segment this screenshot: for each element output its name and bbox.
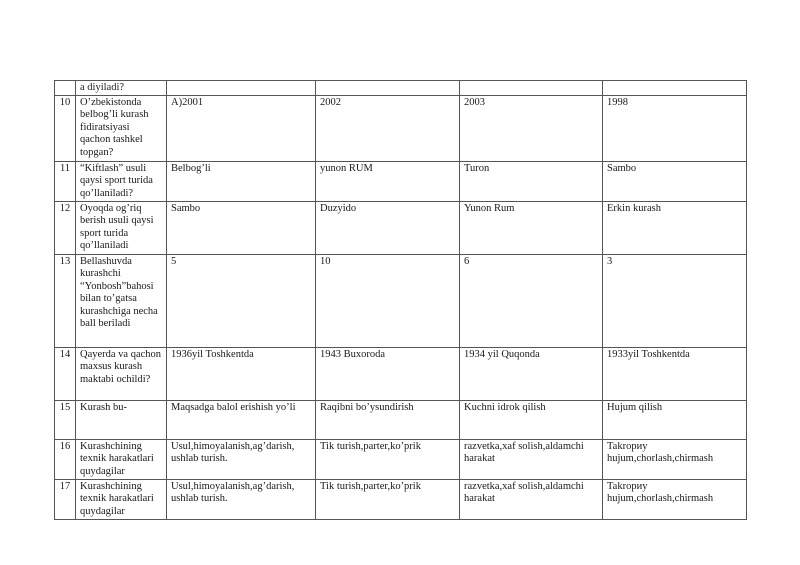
row-number: 10 bbox=[55, 95, 76, 161]
table-row bbox=[55, 95, 747, 161]
answer-b bbox=[316, 81, 460, 96]
row-number: 12 bbox=[55, 201, 76, 254]
answer-a: Usul,himoyalanish,ag’darish, ushlab turish. bbox=[167, 439, 316, 479]
answer-b: Duzyido bbox=[316, 201, 460, 254]
answer-d: Erkin kurash bbox=[603, 201, 747, 254]
answer-b: Raqibni bo’ysundirish bbox=[316, 400, 460, 439]
row-number: 16 bbox=[55, 439, 76, 479]
answer-a: Usul,himoyalanish,ag’darish, ushlab turish. bbox=[167, 479, 316, 519]
question-text: Oyoqda og’riq berish usuli qaysi sport turida qo’llaniladi bbox=[76, 201, 167, 254]
question-text: Kurashchining texnik harakatlari quydagilar bbox=[76, 439, 167, 479]
question-text: “Kiftlash” usuli qaysi sport turida qo’llaniladi? bbox=[76, 161, 167, 201]
row-number bbox=[55, 81, 76, 96]
answer-d: Takrориy hujum,chorlash,chirmash bbox=[603, 479, 747, 519]
answer-b: 1943 Buxoroda bbox=[316, 347, 460, 400]
table-row bbox=[55, 81, 747, 96]
row-number: 17 bbox=[55, 479, 76, 519]
answer-d bbox=[603, 81, 747, 96]
answer-d: 1933yil Toshkentda bbox=[603, 347, 747, 400]
answer-d: 1998 bbox=[603, 95, 747, 161]
answer-a: Maqsadga balol erishish yo’li bbox=[167, 400, 316, 439]
table-row bbox=[55, 254, 747, 347]
table-row bbox=[55, 479, 747, 519]
question-text: Kurash bu- bbox=[76, 400, 167, 439]
answer-b: 10 bbox=[316, 254, 460, 347]
question-text: Qayerda va qachon maxsus kurash maktabi ochildi? bbox=[76, 347, 167, 400]
answer-b: 2002 bbox=[316, 95, 460, 161]
table-row bbox=[55, 201, 747, 254]
table-row bbox=[55, 347, 747, 400]
answer-c: 2003 bbox=[460, 95, 603, 161]
answer-a: 5 bbox=[167, 254, 316, 347]
table-row bbox=[55, 439, 747, 479]
row-number: 15 bbox=[55, 400, 76, 439]
table-row bbox=[55, 400, 747, 439]
table-row bbox=[55, 161, 747, 201]
answer-d: Sambo bbox=[603, 161, 747, 201]
answer-c: 1934 yil Quqonda bbox=[460, 347, 603, 400]
answer-a: Sambo bbox=[167, 201, 316, 254]
question-text: a diyiladi? bbox=[76, 81, 167, 96]
answer-a bbox=[167, 81, 316, 96]
answer-c: razvetka,xaf solish,aldamchi harakat bbox=[460, 479, 603, 519]
answer-b: Tik turish,parter,ko’prik bbox=[316, 439, 460, 479]
question-text: O’zbekistonda belbog’li kurash fidiratsiyasi qachon tashkel topgan? bbox=[76, 95, 167, 161]
answer-d: 3 bbox=[603, 254, 747, 347]
answer-b: yunon RUM bbox=[316, 161, 460, 201]
question-text: Kurashchining texnik harakatlari quydagilar bbox=[76, 479, 167, 519]
row-number: 11 bbox=[55, 161, 76, 201]
answer-b: Tik turish,parter,ko’prik bbox=[316, 479, 460, 519]
question-text: Bellashuvda kurashchi “Yonbosh”bahosi bilan to’gatsa kurashchiga necha ball beriladi bbox=[76, 254, 167, 347]
answer-c: Kuchni idrok qilish bbox=[460, 400, 603, 439]
row-number: 13 bbox=[55, 254, 76, 347]
answer-a: Belbog’li bbox=[167, 161, 316, 201]
row-number: 14 bbox=[55, 347, 76, 400]
answer-d: Takrориy hujum,chorlash,chirmash bbox=[603, 439, 747, 479]
answer-d: Hujum qilish bbox=[603, 400, 747, 439]
answer-c: Turon bbox=[460, 161, 603, 201]
answer-a: A)2001 bbox=[167, 95, 316, 161]
quiz-table bbox=[54, 80, 747, 520]
answer-c: 6 bbox=[460, 254, 603, 347]
answer-c: razvetka,xaf solish,aldamchi harakat bbox=[460, 439, 603, 479]
answer-a: 1936yil Toshkentda bbox=[167, 347, 316, 400]
answer-c bbox=[460, 81, 603, 96]
answer-c: Yunon Rum bbox=[460, 201, 603, 254]
